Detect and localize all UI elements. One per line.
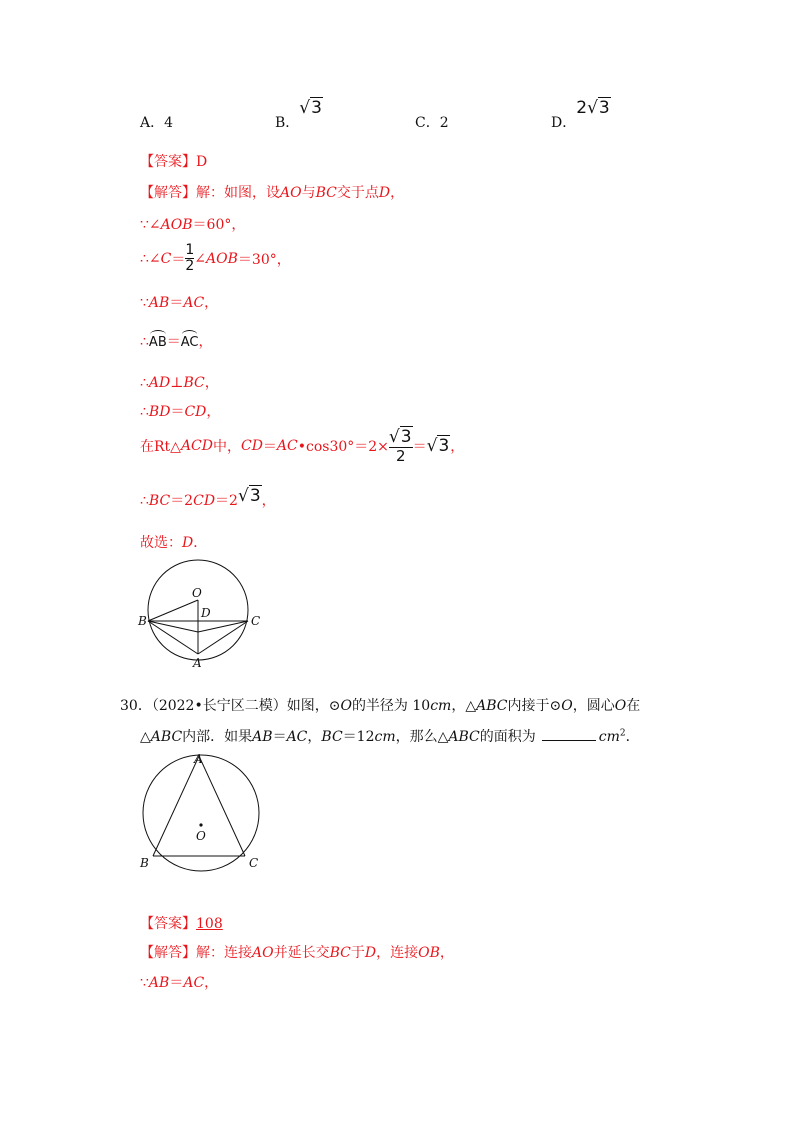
option-d-label: D． [551, 115, 577, 131]
q30-solution-line-1 [140, 942, 454, 962]
label-o: O [192, 586, 202, 600]
text: ＝ [169, 975, 184, 991]
label-c: C [251, 614, 261, 628]
fraction-numerator: √3 [388, 427, 412, 447]
text: ， [206, 404, 221, 420]
var-o: O [340, 698, 352, 714]
var-o: O [561, 698, 573, 714]
text: ＝ [166, 334, 181, 350]
var-ao: AO [280, 185, 302, 201]
var-abc: ABC [448, 729, 480, 745]
unit-cm: cm [430, 698, 452, 714]
var-bd: BD [148, 404, 171, 420]
unit-cm: cm [598, 729, 620, 745]
text: ， [198, 334, 213, 350]
fraction-denominator: 2 [185, 258, 195, 275]
fraction-one-half [185, 243, 194, 275]
q29-solution-line-5 [140, 331, 212, 351]
text: 交于点 [336, 185, 379, 201]
text: •cos30°＝2× [297, 439, 389, 456]
q30-line-1 [120, 695, 640, 715]
q29-solution-line-7 [140, 401, 220, 421]
q30-solution-line-2 [140, 972, 218, 992]
var-ad: AD [148, 375, 171, 391]
text: ＝ [169, 295, 184, 311]
var-ab: AB [148, 975, 170, 991]
label-o: O [196, 829, 206, 843]
option-a: A．4 [140, 115, 174, 131]
text: 中， [212, 439, 241, 456]
label-a: A [193, 656, 202, 670]
text: ∴ [140, 375, 149, 391]
text: ∴ [140, 404, 149, 420]
var-bc: BC [315, 185, 337, 201]
segment-ca [198, 621, 248, 654]
var-bc: BC [148, 493, 171, 509]
text: ∠ [194, 250, 207, 267]
text: ，连接 [376, 945, 419, 961]
text: 故选： [140, 535, 182, 551]
text: ，那么△ [395, 729, 449, 745]
segment-bo [148, 600, 198, 621]
var-abc: ABC [150, 729, 183, 745]
text: ， [307, 729, 322, 745]
text: ＝12 [342, 729, 375, 745]
text: ＝ [170, 404, 185, 420]
text: ， [204, 975, 219, 991]
var-cd: CD [184, 404, 207, 420]
answer-blank [542, 740, 596, 741]
text: ， [204, 295, 219, 311]
option-d [551, 98, 611, 132]
var-ob: OB [418, 945, 440, 961]
answer-tag: 【答案】 [140, 154, 196, 170]
radicand: 3 [249, 486, 261, 506]
sqrt-expression: √3 [237, 486, 261, 506]
text: ＝ [262, 439, 277, 456]
text: ＝ [171, 251, 186, 268]
text: ∴ [140, 334, 149, 350]
text: ，△ [451, 698, 477, 714]
text: ，圆心 [572, 698, 615, 714]
var-cd: CD [193, 493, 216, 509]
var-bc: BC [329, 945, 351, 961]
text: △ [140, 729, 151, 745]
label-b: B [138, 614, 147, 628]
q29-solution-line-10 [140, 532, 207, 552]
unit-exponent: 2 [619, 728, 626, 739]
text: ∵ [140, 975, 149, 991]
answer-value: D [196, 154, 208, 170]
q30-answer [140, 913, 223, 933]
solution-tag: 【解答】 [140, 945, 196, 961]
text: ＝ [272, 729, 287, 745]
var-abc: ABC [476, 698, 508, 714]
sqrt-expression: √3 [426, 436, 450, 457]
text: ＝2 [170, 493, 194, 509]
var-o: O [614, 698, 627, 714]
arc-ab: AB [148, 335, 167, 350]
text: ， [439, 945, 454, 961]
text: ＝30°， [237, 251, 291, 268]
text: ． [193, 535, 208, 551]
text: 于 [350, 945, 365, 961]
label-b: B [140, 856, 149, 870]
text: ⊥ [170, 375, 184, 391]
option-d-sqrt: 2√3 [576, 98, 610, 118]
fraction-denominator: 2 [389, 447, 413, 465]
q29-solution-line-3 [140, 243, 291, 275]
answer-tag: 【答案】 [140, 916, 196, 932]
var-bc: BC [183, 375, 205, 391]
var-acd: ACD [180, 438, 213, 455]
text: 的半径为 10 [351, 698, 431, 714]
circle [143, 755, 259, 871]
option-c: C．2 [415, 115, 449, 131]
var-d: D [378, 185, 391, 201]
text: ∵∠ [140, 217, 161, 233]
label-c: C [249, 856, 259, 870]
label-a: A [194, 752, 203, 766]
option-b-label: B． [275, 115, 300, 131]
text: ， [390, 185, 405, 201]
text: ＝60°， [192, 217, 246, 233]
text: ， [261, 493, 276, 509]
option-d-coef: 2 [576, 98, 588, 118]
text: 内接于⊙ [507, 698, 562, 714]
q29-answer [140, 151, 207, 171]
var-ac: AC [183, 295, 205, 311]
text: ∴ [140, 493, 149, 509]
q29-solution-line-9 [140, 486, 276, 510]
text: ＝ [412, 439, 427, 456]
option-b [275, 98, 323, 132]
text: 解：连接 [196, 945, 252, 961]
var-aob: AOB [160, 217, 193, 233]
question-number: 30． [120, 698, 152, 714]
var-d: D [182, 535, 194, 551]
text: 解：如图，设 [196, 185, 280, 201]
answer-value: 108 [196, 916, 223, 932]
option-d-radicand: 3 [598, 98, 610, 118]
var-bc: BC [321, 729, 343, 745]
text: ＝2 [215, 493, 238, 509]
text: 内部．如果 [182, 729, 253, 745]
text: ， [450, 439, 465, 456]
radicand: 3 [400, 427, 412, 447]
var-ab: AB [148, 295, 170, 311]
var-d: D [364, 945, 377, 961]
var-ac: AC [183, 975, 205, 991]
label-d: D [201, 606, 211, 620]
option-b-radicand: 3 [311, 98, 322, 118]
text: 并延长交 [273, 945, 330, 961]
var-c: C [160, 250, 172, 267]
q29-solution-line-4 [140, 292, 218, 312]
unit-cm: cm [374, 729, 396, 745]
segment-ab [153, 756, 199, 856]
text: ． [625, 729, 640, 745]
text: 在 [626, 698, 641, 714]
text: 在Rt△ [140, 439, 181, 456]
fraction-numerator: 1 [185, 242, 195, 258]
q29-solution-line-1 [140, 182, 404, 202]
q29-solution-line-6 [140, 372, 219, 392]
segment-ac [199, 756, 245, 856]
q29-solution-line-2 [140, 214, 245, 234]
q30-figure [130, 750, 280, 875]
var-ab: AB [252, 729, 273, 745]
q30-line-2 [140, 726, 640, 746]
text: 的面积为 [479, 729, 536, 745]
text: ∵ [140, 295, 149, 311]
radicand: 3 [438, 436, 450, 457]
var-ao: AO [252, 945, 274, 961]
q29-figure [130, 555, 270, 670]
q29-solution-line-8 [140, 428, 464, 464]
fraction-sqrt3-over-2 [389, 428, 413, 464]
var-ac: AC [276, 438, 298, 455]
var-aob: AOB [206, 250, 238, 267]
var-ac: AC [286, 729, 308, 745]
segment-ba [148, 621, 198, 654]
text: ∴∠ [140, 250, 161, 267]
center-dot [199, 823, 202, 826]
text: 与 [301, 185, 316, 201]
text: （2022•长宁区二模）如图，⊙ [151, 698, 341, 714]
text: ， [204, 375, 219, 391]
arc-ac: AC [180, 335, 199, 350]
option-b-sqrt: √3 [299, 98, 322, 118]
var-cd: CD [240, 438, 263, 455]
solution-tag: 【解答】 [140, 185, 196, 201]
